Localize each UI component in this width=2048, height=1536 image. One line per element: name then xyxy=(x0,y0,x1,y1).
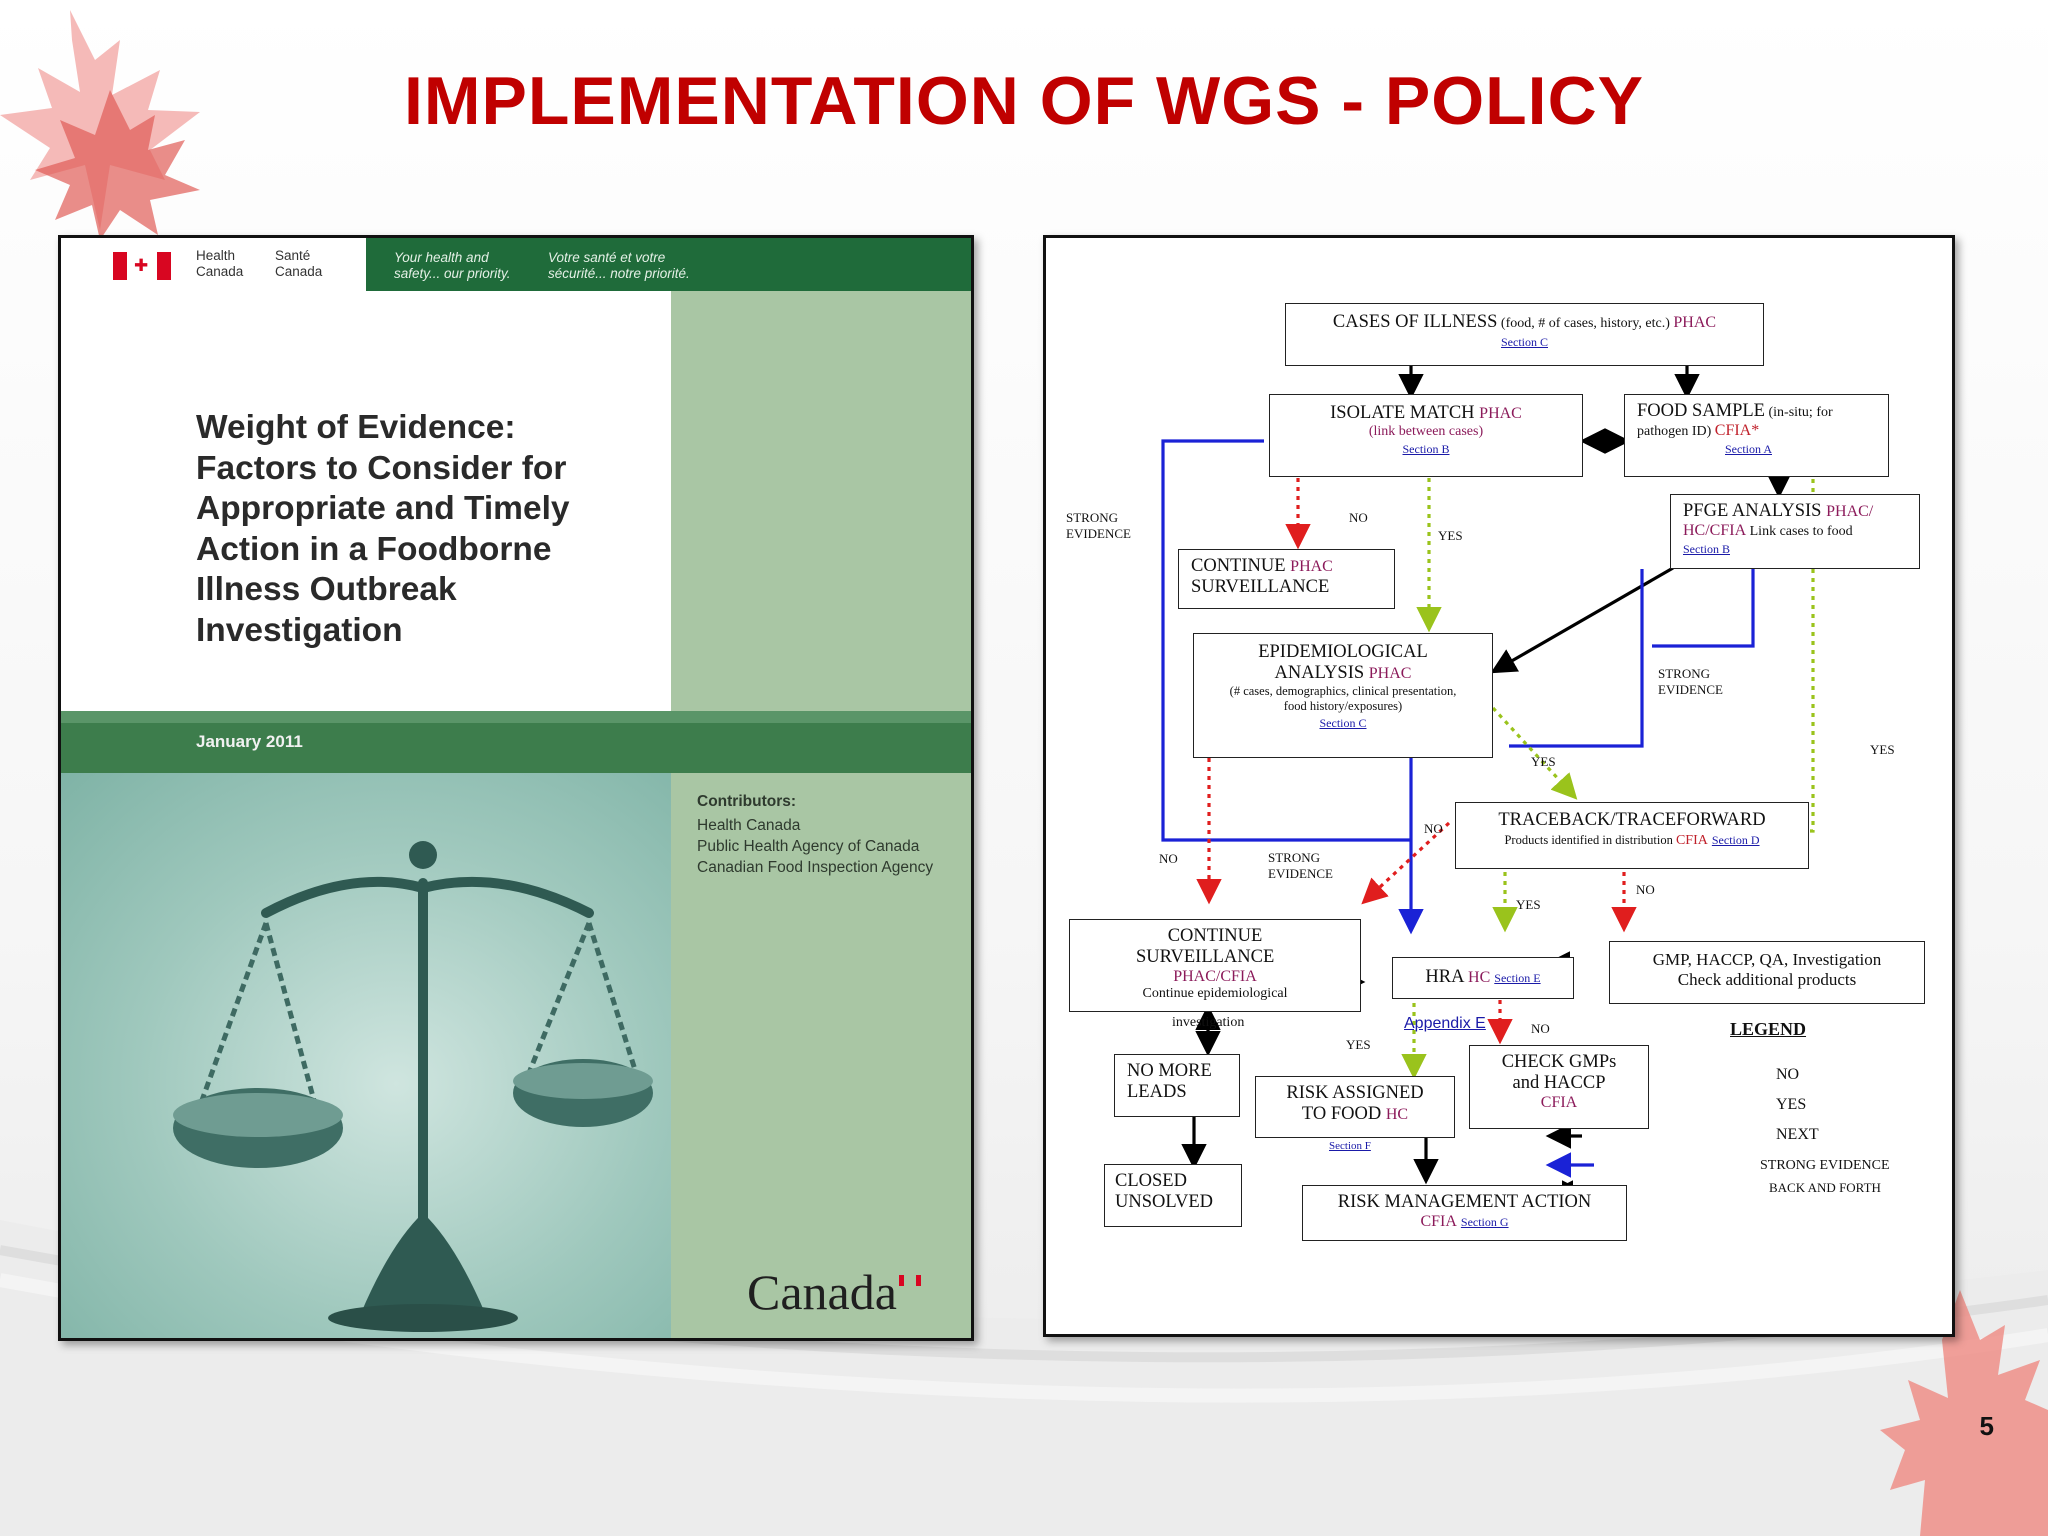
edge-label-yes: YES xyxy=(1438,528,1463,543)
closed-unsolved-box: CLOSED UNSOLVED xyxy=(1104,1164,1242,1227)
trace-section-link[interactable]: Section D xyxy=(1711,833,1760,847)
org-name-fr: Santé Canada xyxy=(275,248,323,279)
document-cover xyxy=(58,235,974,1341)
hra-section-link[interactable]: Section E xyxy=(1494,971,1541,985)
cases-of-illness-box: CASES OF ILLNESS (food, # of cases, history, etc.) PHAC Section C xyxy=(1285,303,1764,366)
wordmark-flag-icon xyxy=(899,1275,921,1286)
food-sample-box: FOOD SAMPLE (in-situ; for pathogen ID) CFIA* Section A xyxy=(1624,394,1889,477)
edge-label-no: NO xyxy=(1349,510,1368,525)
edge-label-yes: YES xyxy=(1346,1037,1371,1052)
legend-item-yes: YES xyxy=(1776,1096,1807,1113)
check-gmps-box: CHECK GMPs and HACCP CFIA xyxy=(1469,1045,1649,1129)
pfge-section-link[interactable]: Section B xyxy=(1683,542,1730,556)
edge-label-strong-evidence: STRONG EVIDENCE xyxy=(1066,510,1131,541)
isolate-section-link[interactable]: Section B xyxy=(1402,442,1450,456)
risk-assigned-section-link[interactable]: Section F xyxy=(1329,1140,1371,1152)
appendix-e-link[interactable]: Appendix E xyxy=(1404,1015,1486,1032)
edge-label-yes: YES xyxy=(1870,742,1895,757)
hra-box: HRA HC Section E xyxy=(1392,957,1574,999)
canada-wordmark: Canada xyxy=(747,1264,897,1320)
page-number: 5 xyxy=(1979,1411,1994,1441)
risk-assigned-box: RISK ASSIGNED TO FOOD HC xyxy=(1255,1076,1455,1138)
scales-of-justice-image xyxy=(61,773,671,1338)
risk-management-box: RISK MANAGEMENT ACTION CFIA Section G xyxy=(1302,1185,1627,1241)
risk-mgmt-section-link[interactable]: Section G xyxy=(1460,1215,1509,1229)
contributors-heading: Contributors: xyxy=(697,793,797,810)
food-sample-section-link[interactable]: Section A xyxy=(1725,442,1772,456)
edge-label-no: NO xyxy=(1531,1021,1550,1036)
edge-label-no: NO xyxy=(1424,821,1443,836)
continue-surveillance-2-box: CONTINUE SURVEILLANCE PHAC/CFIA Continue epidemiological xyxy=(1069,919,1361,1012)
legend-item-no: NO xyxy=(1776,1066,1800,1083)
pfge-analysis-box: PFGE ANALYSIS PHAC/ HC/CFIA Link cases to food Section B xyxy=(1670,494,1920,569)
edge-label-yes: YES xyxy=(1516,897,1541,912)
gmp-haccp-box: GMP, HACCP, QA, Investigation Check additional products xyxy=(1609,941,1925,1004)
org-name-en: Health Canada xyxy=(196,248,244,279)
legend-item-back-and-forth: BACK AND FORTH xyxy=(1769,1180,1881,1195)
epidemiological-analysis-box: EPIDEMIOLOGICAL ANALYSIS PHAC (# cases, demographics, clinical presentation, food history/exposures) Section C xyxy=(1193,633,1493,758)
isolate-match-box: ISOLATE MATCH PHAC (link between cases) Section B xyxy=(1269,394,1583,477)
edge-label-strong-evidence: STRONG EVIDENCE xyxy=(1658,666,1723,697)
document-title: Weight of Evidence: Factors to Consider for Appropriate and Timely Action in a Foodborne Illness Outbreak Investigation xyxy=(196,409,570,649)
legend-item-next: NEXT xyxy=(1776,1126,1819,1143)
continue-investigation-tail: investigation xyxy=(1172,1015,1245,1030)
continue-surveillance-box: CONTINUE PHAC SURVEILLANCE xyxy=(1178,549,1395,609)
scales-icon xyxy=(61,773,671,1338)
edge-label-no: NO xyxy=(1159,851,1178,866)
document-date: January 2011 xyxy=(196,732,303,751)
cases-section-link[interactable]: Section C xyxy=(1501,335,1548,349)
edge-label-no: NO xyxy=(1636,882,1655,897)
contributors-list: Health Canada Public Health Agency of Canada Canadian Food Inspection Agency xyxy=(697,817,934,876)
tagline-fr: Votre santé et votre sécurité... notre priorité. xyxy=(548,250,690,281)
traceback-box: TRACEBACK/TRACEFORWARD Products identified in distribution CFIA Section D xyxy=(1455,802,1809,869)
legend-item-strong-evidence: STRONG EVIDENCE xyxy=(1760,1158,1890,1173)
legend-title: LEGEND xyxy=(1730,1019,1807,1039)
flowchart-panel xyxy=(1043,235,1955,1337)
tagline-en: Your health and safety... our priority. xyxy=(394,250,511,281)
slide-title: IMPLEMENTATION OF WGS - POLICY xyxy=(403,63,1645,139)
epi-section-link[interactable]: Section C xyxy=(1319,716,1367,730)
edge-label-strong-evidence: STRONG EVIDENCE xyxy=(1268,850,1333,881)
canada-flag-icon: ✚ xyxy=(113,252,171,280)
edge-label-yes: YES xyxy=(1531,754,1556,769)
no-more-leads-box: NO MORE LEADS xyxy=(1114,1054,1240,1117)
